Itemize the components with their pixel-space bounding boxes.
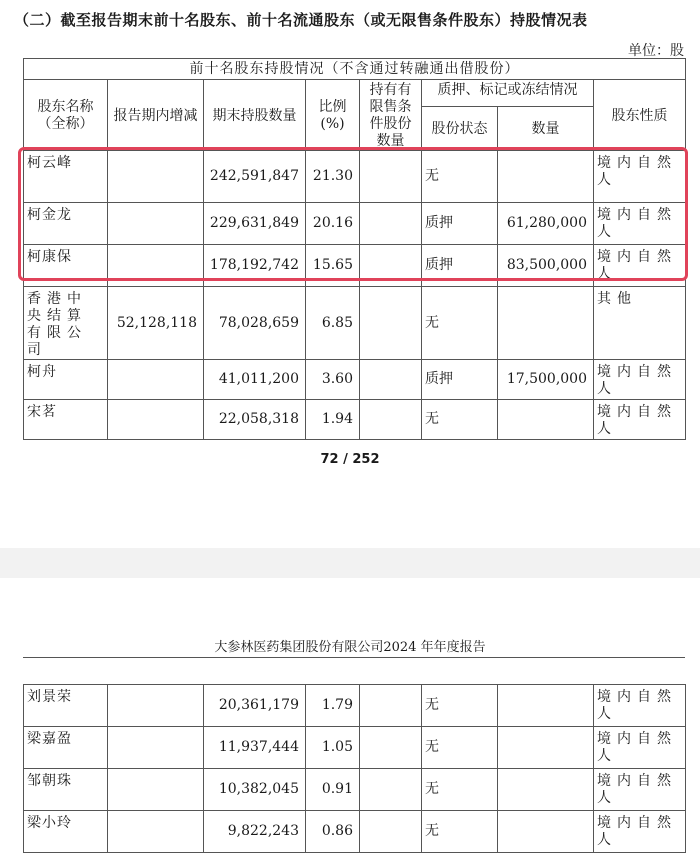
cell-nature: 境内自然人 [594, 727, 686, 769]
cell-nature: 境内自然人 [594, 203, 686, 245]
cell-change [108, 769, 204, 811]
cell-nature: 境内自然人 [594, 245, 686, 287]
header-holding: 期末持股数量 [204, 80, 306, 151]
cell-restricted [360, 245, 422, 287]
cell-change [108, 151, 204, 203]
cell-name: 梁小玲 [24, 811, 108, 853]
cell-qty: 61,280,000 [498, 203, 594, 245]
document-page-2 [0, 578, 700, 855]
cell-name: 宋茗 [24, 400, 108, 440]
cell-qty: 83,500,000 [498, 245, 594, 287]
cell-ratio: 15.65 [306, 245, 360, 287]
cell-ratio: 6.85 [306, 287, 360, 360]
header-nature: 股东性质 [594, 80, 686, 151]
cell-name: 邹朝珠 [24, 769, 108, 811]
cell-name: 刘景荣 [24, 685, 108, 727]
cell-status: 质押 [422, 360, 498, 400]
cell-status: 无 [422, 287, 498, 360]
cell-holding: 242,591,847 [204, 151, 306, 203]
cell-change [108, 203, 204, 245]
cell-nature: 其他 [594, 287, 686, 360]
report-header: 大参林医药集团股份有限公司2024 年年度报告 [214, 640, 486, 655]
cell-nature: 境内自然人 [594, 685, 686, 727]
cell-nature: 境内自然人 [594, 811, 686, 853]
cell-nature: 境内自然人 [594, 400, 686, 440]
shareholder-table-body [23, 150, 686, 440]
cell-change: 52,128,118 [108, 287, 204, 360]
table-row [24, 151, 686, 203]
header-restricted: 持有有限售条件股份数量 [360, 80, 422, 151]
cell-restricted [360, 151, 422, 203]
cell-restricted [360, 203, 422, 245]
header-pledge-status: 股份状态 [422, 107, 498, 151]
table-row [24, 769, 686, 811]
cell-status: 无 [422, 727, 498, 769]
header-change: 报告期内增减 [108, 80, 204, 151]
cell-qty [498, 151, 594, 203]
cell-restricted [360, 360, 422, 400]
cell-change [108, 811, 204, 853]
cell-status: 无 [422, 400, 498, 440]
shareholder-table-continued [23, 684, 686, 853]
cell-holding: 9,822,243 [204, 811, 306, 853]
cell-nature: 境内自然人 [594, 360, 686, 400]
header-pledge-qty: 数量 [498, 107, 594, 151]
cell-change [108, 685, 204, 727]
section-title: （二）截至报告期末前十名股东、前十名流通股东（或无限售条件股东）持股情况表 [14, 11, 588, 29]
unit-label: 单位：股 [628, 43, 684, 59]
cell-ratio: 1.05 [306, 727, 360, 769]
table-row [24, 811, 686, 853]
cell-restricted [360, 727, 422, 769]
cell-qty [498, 685, 594, 727]
header-pledge-group: 质押、标记或冻结情况 [422, 80, 594, 107]
cell-name: 柯云峰 [24, 151, 108, 203]
cell-qty: 17,500,000 [498, 360, 594, 400]
cell-restricted [360, 685, 422, 727]
table-row [24, 400, 686, 440]
cell-restricted [360, 287, 422, 360]
cell-name: 柯康保 [24, 245, 108, 287]
cell-holding: 41,011,200 [204, 360, 306, 400]
header-rule [23, 657, 685, 658]
table-row [24, 685, 686, 727]
cell-nature: 境内自然人 [594, 151, 686, 203]
cell-holding: 78,028,659 [204, 287, 306, 360]
cell-qty [498, 287, 594, 360]
cell-status: 无 [422, 811, 498, 853]
cell-holding: 10,382,045 [204, 769, 306, 811]
shareholder-table [23, 58, 686, 151]
cell-name: 香港中央结算有限公司 [24, 287, 108, 360]
table-caption: 前十名股东持股情况（不含通过转融通出借股份） [24, 59, 686, 80]
cell-change [108, 245, 204, 287]
cell-status: 无 [422, 769, 498, 811]
header-name: 股东名称（全称） [24, 80, 108, 151]
cell-qty [498, 769, 594, 811]
cell-holding: 22,058,318 [204, 400, 306, 440]
header-ratio: 比例(%) [306, 80, 360, 151]
cell-status: 质押 [422, 245, 498, 287]
cell-restricted [360, 400, 422, 440]
cell-restricted [360, 769, 422, 811]
table-row [24, 203, 686, 245]
cell-name: 柯舟 [24, 360, 108, 400]
cell-holding: 20,361,179 [204, 685, 306, 727]
cell-change [108, 400, 204, 440]
cell-ratio: 1.79 [306, 685, 360, 727]
cell-holding: 178,192,742 [204, 245, 306, 287]
cell-qty [498, 811, 594, 853]
cell-change [108, 360, 204, 400]
cell-qty [498, 727, 594, 769]
cell-ratio: 1.94 [306, 400, 360, 440]
cell-nature: 境内自然人 [594, 769, 686, 811]
cell-ratio: 3.60 [306, 360, 360, 400]
cell-name: 梁嘉盈 [24, 727, 108, 769]
cell-change [108, 727, 204, 769]
cell-ratio: 0.91 [306, 769, 360, 811]
page-number: 72 / 252 [320, 452, 380, 467]
cell-ratio: 20.16 [306, 203, 360, 245]
cell-ratio: 0.86 [306, 811, 360, 853]
table-row [24, 287, 686, 360]
cell-holding: 229,631,849 [204, 203, 306, 245]
table-row [24, 360, 686, 400]
table-row [24, 727, 686, 769]
cell-qty [498, 400, 594, 440]
cell-status: 无 [422, 151, 498, 203]
cell-restricted [360, 811, 422, 853]
cell-name: 柯金龙 [24, 203, 108, 245]
cell-status: 质押 [422, 203, 498, 245]
cell-ratio: 21.30 [306, 151, 360, 203]
table-row [24, 245, 686, 287]
cell-status: 无 [422, 685, 498, 727]
cell-holding: 11,937,444 [204, 727, 306, 769]
